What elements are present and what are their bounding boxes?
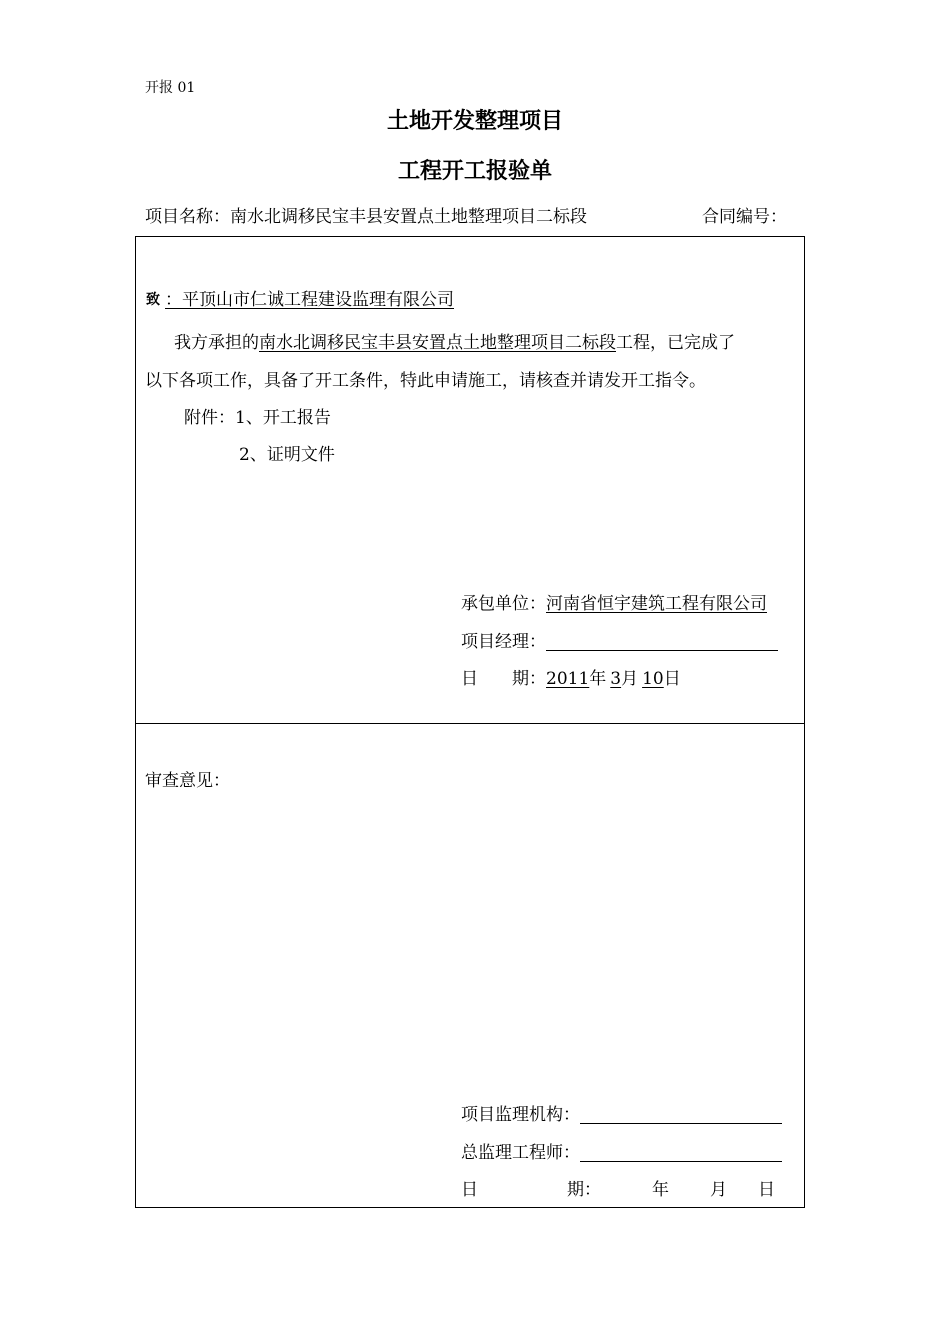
review-opinion-label: 审查意见： — [145, 771, 230, 791]
contractor-name: 河南省恒宇建筑工程有限公司 — [546, 594, 767, 614]
document-code: 开报 01 — [145, 80, 196, 96]
document-title: 土地开发整理项目 — [386, 108, 563, 134]
attachment-2: 2、证明文件 — [239, 445, 335, 465]
date-year: 2011 — [546, 669, 590, 689]
review-month-unit: 月 — [710, 1180, 727, 1200]
application-project-name: 南水北调移民宝丰县安置点土地整理项目二标段 — [259, 333, 616, 353]
review-date-label-1: 日 — [461, 1180, 478, 1200]
addressee-line — [165, 292, 454, 309]
chief-engineer-line: 总监理工程师： — [461, 1145, 782, 1162]
contractor-line: 承包单位：河南省恒宇建筑工程有限公司 — [461, 594, 767, 614]
review-year-unit: 年 — [652, 1180, 669, 1200]
addressee-name: ：平顶山市仁诚工程建设监理有限公司 — [165, 290, 454, 310]
date-day: 10 — [642, 669, 664, 689]
project-name-line — [145, 209, 587, 226]
project-manager-line: 项目经理： — [461, 634, 778, 651]
review-date-label-2: 期： — [567, 1180, 601, 1200]
project-label: 项目名称： — [145, 207, 230, 227]
application-date-line: 日 期：2011年 3月 10日 — [461, 669, 681, 689]
supervision-org-field[interactable] — [580, 1107, 782, 1124]
attachment-1: 附件：1、开工报告 — [184, 408, 331, 428]
section-divider — [136, 723, 804, 724]
contract-number-label: 合同编号： — [702, 207, 787, 227]
project-name: 南水北调移民宝丰县安置点土地整理项目二标段 — [230, 207, 587, 227]
review-day-unit: 日 — [758, 1180, 775, 1200]
project-manager-field[interactable] — [546, 634, 778, 651]
application-text-line-1: 我方承担的南水北调移民宝丰县安置点土地整理项目二标段工程，已完成了 — [174, 333, 735, 353]
supervision-org-line: 项目监理机构： — [461, 1107, 782, 1124]
chief-engineer-field[interactable] — [580, 1145, 782, 1162]
application-text-line-2: 以下各项工作，具备了开工条件，特此申请施工，请核查并请发开工指令。 — [145, 371, 706, 391]
document-subtitle: 工程开工报验单 — [397, 158, 552, 184]
addressee-prefix: 致 — [146, 292, 160, 308]
date-month: 3 — [610, 669, 622, 689]
